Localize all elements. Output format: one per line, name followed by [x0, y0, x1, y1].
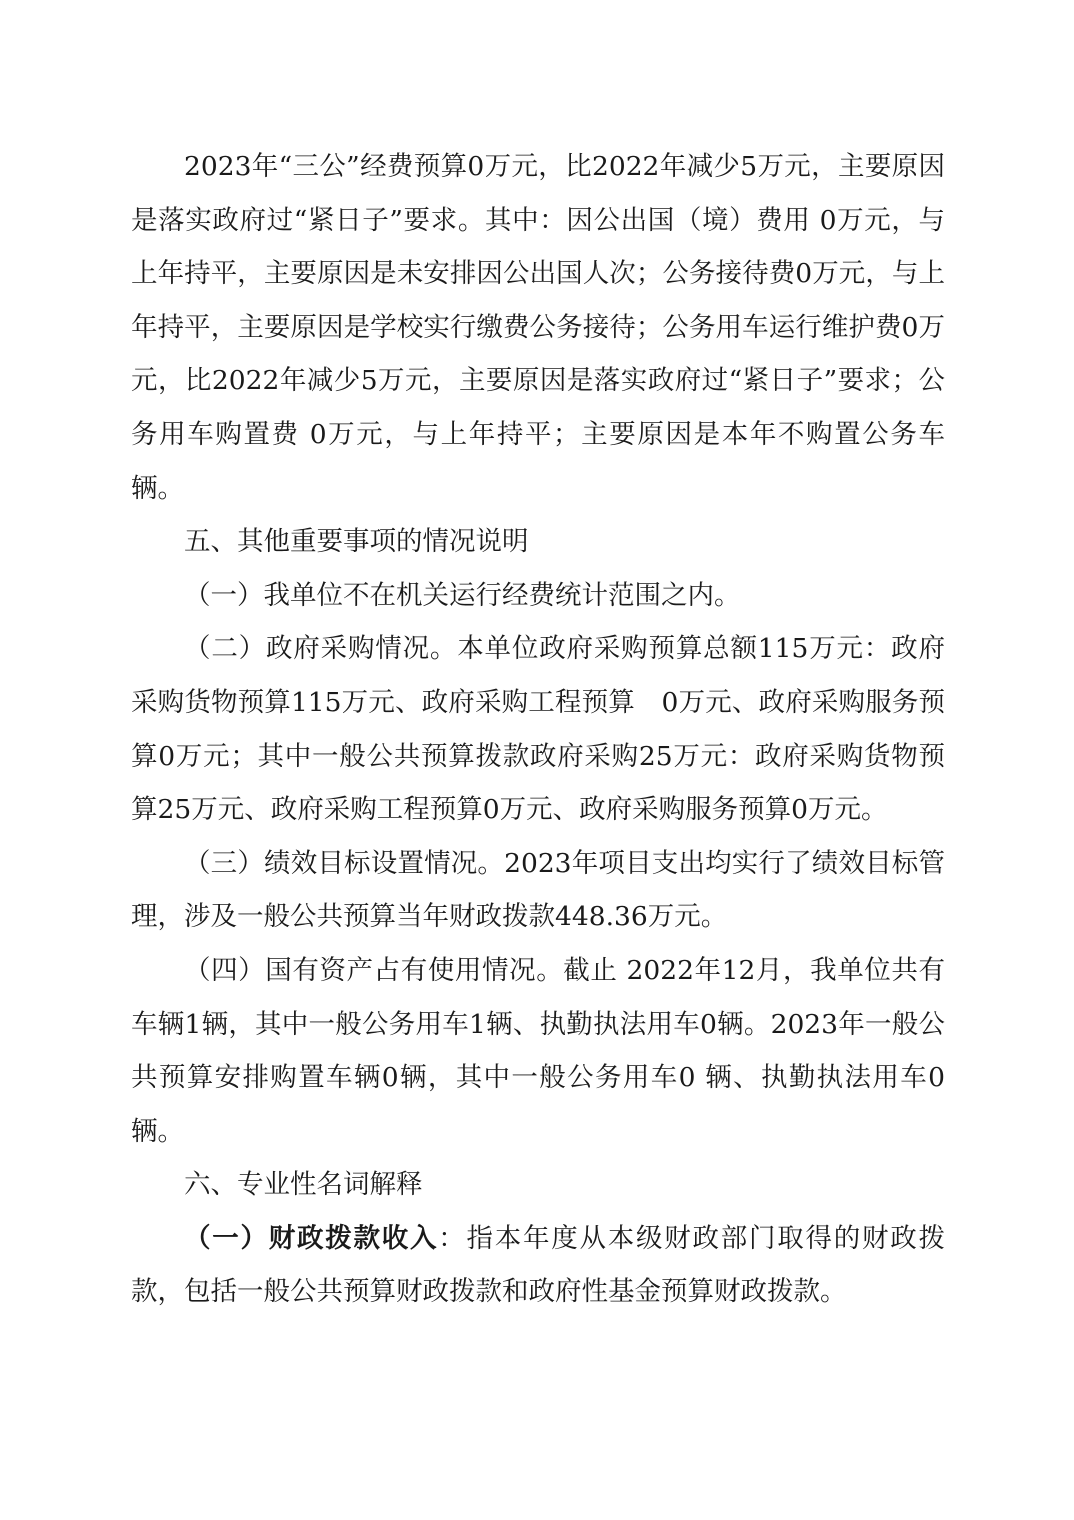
sangong-paragraph: 2023年“三公”经费预算0万元，比2022年减少5万元，主要原因是落实政府过“紧日子”要求。其中：因公出国（境）费用 0万元，与上年持平，主要原因是未安排因公出国人次；公务接待费0万元，与上年持平，主要原因是学校实行缴费公务接待；公务用车运行维护费0万元，比2022年减少5万元，主要原因是落实政府过“紧日子”要求；公务用车购置费 0万元，与上年持平；主要原因是本年不购置公务车辆。: [131, 151, 945, 504]
term-label: （一）财政拨款收入: [184, 1222, 439, 1254]
other-matters-item-2: （二）政府采购情况。本单位政府采购预算总额115万元：政府采购货物预算115万元、政府采购工程预算 0万元、政府采购服务预算0万元；其中一般公共预算拨款政府采购25万元：政府采购货物预算25万元、政府采购工程预算0万元、政府采购服务预算0万元。: [131, 633, 945, 826]
term-definition-1: [131, 1212, 945, 1319]
other-matters-item-4: （四）国有资产占有使用情况。截止 2022年12月，我单位共有车辆1辆，其中一般公务用车1辆、执勤执法用车0辆。2023年一般公共预算安排购置车辆0辆，其中一般公务用车0 辆、执勤执法用车0辆。: [131, 954, 945, 1147]
section-heading-other-matters: 五、其他重要事项的情况说明: [184, 526, 529, 558]
document-body: [131, 140, 945, 1319]
term-text: ：指本年度从本级财政部门取得的财政拨款，包括一般公共预算财政拨款和政府性基金预算财政拨款。: [131, 1222, 945, 1308]
other-matters-item-3: （三）绩效目标设置情况。2023年项目支出均实行了绩效目标管理，涉及一般公共预算当年财政拨款448.36万元。: [131, 847, 945, 933]
other-matters-item-1: （一）我单位不在机关运行经费统计范围之内。: [184, 579, 741, 611]
section-heading-terms: 六、专业性名词解释: [184, 1169, 423, 1201]
